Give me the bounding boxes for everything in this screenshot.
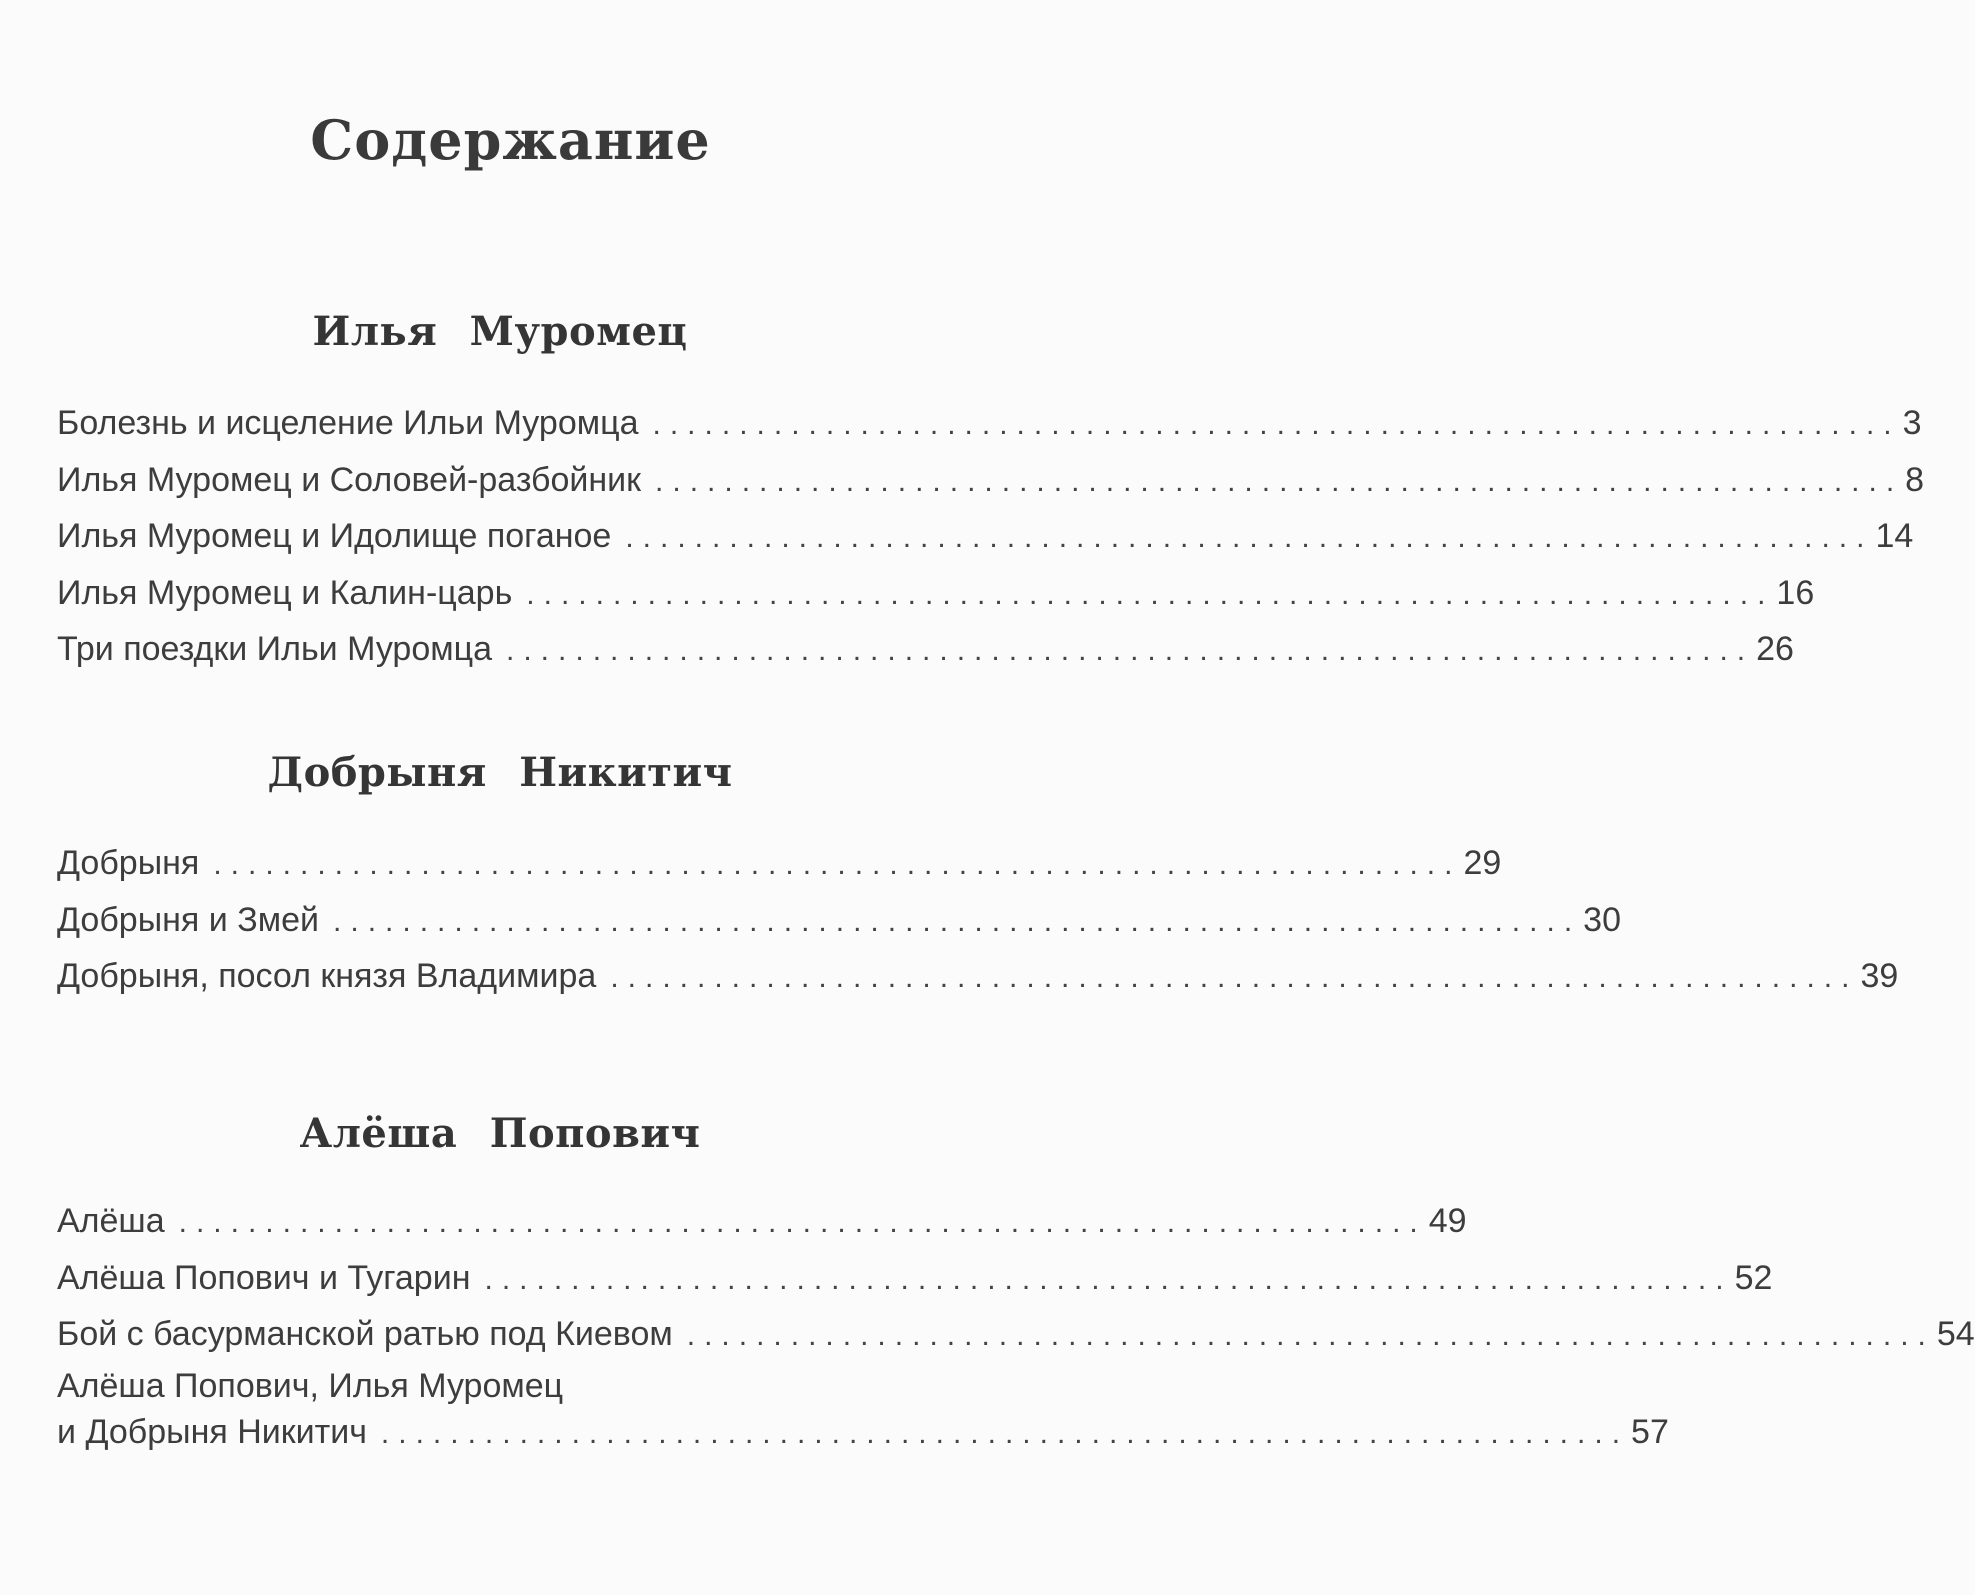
page-number: 16 (1776, 573, 1815, 612)
toc-entry[interactable] (57, 453, 1925, 510)
toc-entry[interactable] (57, 1307, 1975, 1364)
page-number: 49 (1428, 1202, 1467, 1240)
entry-title: Бой с басурманской ратью под Киевом (57, 1315, 673, 1353)
entry-second-row (57, 1408, 1669, 1458)
dot-leader: ........................................................................ (484, 1262, 1733, 1296)
toc-entry[interactable] (57, 949, 1899, 1006)
page-number: 52 (1734, 1258, 1773, 1297)
entry-title-line2: и Добрыня Никитич (57, 1412, 367, 1451)
dot-leader: ........................................................................ (610, 961, 1859, 994)
page-number: 8 (1905, 460, 1925, 499)
entry-title: Добрыня (57, 844, 200, 882)
page-number: 3 (1902, 404, 1922, 442)
page-number: 29 (1463, 844, 1502, 882)
toc-list-ilya (57, 396, 1925, 679)
toc-entry[interactable] (57, 1364, 1669, 1458)
section-heading-alyosha: Алёша Попович (299, 1110, 701, 1157)
dot-leader: ........................................................................ (652, 408, 1901, 441)
entry-title-line1: Алёша Попович, Илья Муромец (57, 1366, 564, 1405)
entry-title: Добрыня, посол князя Владимира (57, 957, 597, 995)
entry-title: Алёша (57, 1202, 165, 1240)
toc-entry[interactable] (57, 893, 1621, 950)
entry-title: Добрыня и Змей (57, 900, 320, 939)
toc-entry[interactable] (57, 622, 1794, 679)
toc-list-alyosha (57, 1194, 1975, 1458)
toc-entry[interactable] (57, 1194, 1467, 1251)
toc-entry[interactable] (57, 1251, 1773, 1308)
page-number: 54 (1936, 1315, 1975, 1353)
toc-entry[interactable] (57, 566, 1815, 623)
entry-title: Илья Муромец и Идолище поганое (57, 517, 612, 555)
dot-leader: ........................................................................ (213, 848, 1462, 881)
entry-title: Болезнь и исцеление Ильи Муромца (57, 404, 639, 442)
dot-leader: ........................................................................ (380, 1416, 1630, 1450)
entry-title: Алёша Попович и Тугарин (57, 1258, 471, 1297)
dot-leader: ........................................................................ (655, 464, 1904, 498)
section-heading-dobrynya: Добрыня Никитич (267, 749, 733, 796)
page-number: 57 (1631, 1412, 1669, 1451)
page-number: 30 (1583, 900, 1621, 939)
page-number: 14 (1875, 517, 1914, 555)
page-number: 26 (1756, 630, 1794, 668)
page-number: 39 (1860, 957, 1899, 995)
toc-entry[interactable] (57, 509, 1914, 566)
section-heading-ilya: Илья Муромец (312, 308, 688, 355)
entry-title: Илья Муромец и Соловей-разбойник (57, 460, 642, 499)
dot-leader: ........................................................................ (506, 634, 1755, 667)
dot-leader: ........................................................................ (526, 577, 1775, 611)
toc-list-dobrynya (57, 836, 1899, 1006)
dot-leader: ........................................................................ (178, 1206, 1427, 1239)
toc-entry[interactable] (57, 396, 1922, 453)
dot-leader: ........................................................................ (625, 521, 1874, 554)
entry-title: Илья Муромец и Калин-царь (57, 573, 513, 612)
entry-title: Три поездки Ильи Муромца (57, 630, 493, 668)
dot-leader: ........................................................................ (686, 1319, 1935, 1352)
page-title: Содержание (310, 108, 711, 172)
toc-entry[interactable] (57, 836, 1502, 893)
dot-leader: ........................................................................ (333, 904, 1582, 938)
